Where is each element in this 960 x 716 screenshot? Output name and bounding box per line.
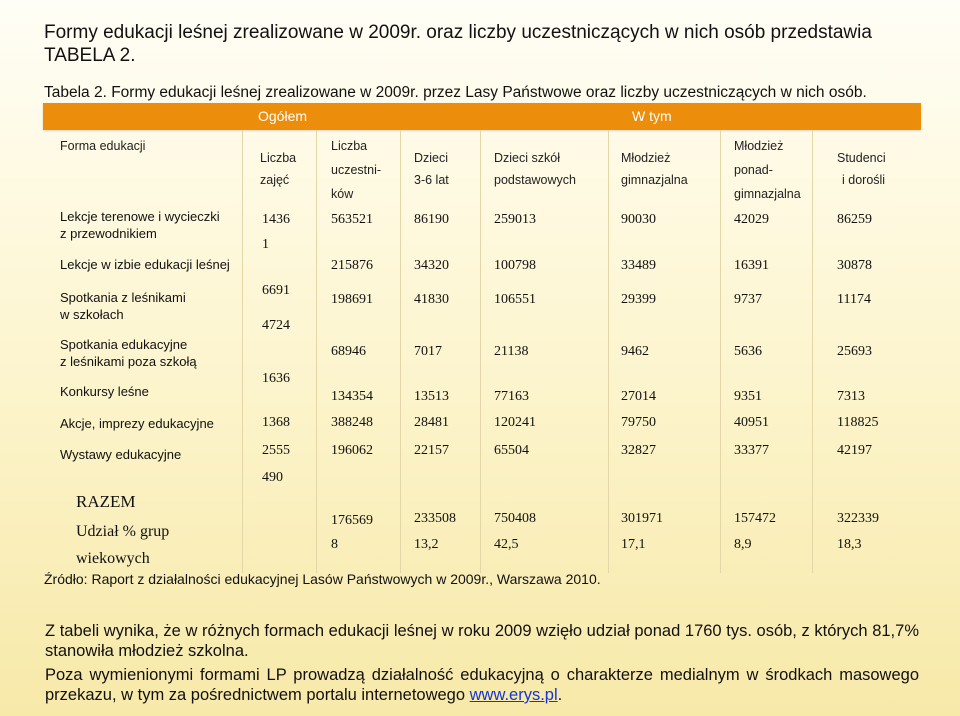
cell-uczestnicy: 215876	[331, 258, 373, 273]
column-divider	[812, 130, 813, 573]
row-label-terenowe-1: Lekcje terenowe i wycieczki	[60, 209, 220, 224]
zajec-value: 1436	[262, 212, 290, 227]
cell-studenci: 30878	[837, 258, 872, 273]
col-header-dzieci-1: Dzieci	[414, 151, 449, 165]
row-label-szkoly-2: w szkołach	[60, 307, 124, 322]
cell-szkoly: 120241	[494, 415, 536, 430]
cell-udzial: 18,3	[837, 537, 862, 552]
paragraph-2-end: .	[557, 686, 563, 704]
cell-studenci: 42197	[837, 443, 872, 458]
cell-szkoly: 106551	[494, 292, 536, 307]
table-header-bar	[43, 103, 921, 130]
col-header-ponad-1: Młodzież	[734, 139, 784, 153]
cell-ponad: 42029	[734, 212, 769, 227]
cell-razem: 157472	[734, 511, 776, 526]
column-divider	[720, 130, 721, 573]
zajec-value: 1	[262, 237, 269, 252]
col-header-szkoly-1: Dzieci szkół	[494, 151, 560, 165]
row-label-wiekowych: wiekowych	[76, 550, 150, 567]
cell-gimnazjum: 32827	[621, 443, 656, 458]
cell-uczestnicy: 196062	[331, 443, 373, 458]
col-header-ponad-2: ponad-	[734, 163, 773, 177]
col-header-studenci-2: i dorośli	[842, 173, 886, 187]
cell-dzieci: 28481	[414, 415, 449, 430]
row-label-udzial: Udział % grup	[76, 523, 170, 540]
cell-gimnazjum: 27014	[621, 389, 656, 404]
cell-studenci: 11174	[837, 292, 871, 307]
zajec-value: 490	[262, 470, 283, 485]
cell-szkoly: 259013	[494, 212, 536, 227]
paragraph-2-text: Poza wymienionymi formami LP prowadzą działalność edukacyjną o charakterze medialnym w środkach masowego przekazu, w tym za pośrednictwem portalu internetowego	[45, 666, 919, 704]
cell-udzial: 42,5	[494, 537, 519, 552]
cell-studenci: 7313	[837, 389, 865, 404]
row-label-poza-2: z leśnikami poza szkołą	[60, 354, 197, 369]
cell-ponad: 16391	[734, 258, 769, 273]
cell-gimnazjum: 29399	[621, 292, 656, 307]
cell-uczestnicy: 388248	[331, 415, 373, 430]
cell-szkoly: 100798	[494, 258, 536, 273]
zajec-value: 2555	[262, 443, 290, 458]
row-label-poza-1: Spotkania edukacyjne	[60, 337, 188, 352]
table-caption: Tabela 2. Formy edukacji leśnej zrealizowane w 2009r. przez Lasy Państwowe oraz liczby uczestniczących w nich osób.	[44, 84, 867, 101]
cell-uczestnicy: 134354	[331, 389, 373, 404]
cell-ponad: 40951	[734, 415, 769, 430]
cell-razem: 301971	[621, 511, 663, 526]
zajec-value: 1368	[262, 415, 290, 430]
cell-studenci: 25693	[837, 344, 872, 359]
slide-title-line1: Formy edukacji leśnej zrealizowane w 2009r. oraz liczby uczestniczących w nich osób przedstawia	[44, 22, 872, 43]
cell-gimnazjum: 33489	[621, 258, 656, 273]
header-ogolem: Ogółem	[258, 108, 308, 124]
cell-gimnazjum: 90030	[621, 212, 656, 227]
cell-razem: 176569	[331, 513, 373, 528]
cell-udzial: 8,9	[734, 537, 752, 552]
cell-dzieci: 41830	[414, 292, 449, 307]
cell-uczestnicy: 198691	[331, 292, 373, 307]
col-header-uczestnicy-1: Liczba	[331, 139, 368, 153]
cell-dzieci: 7017	[414, 344, 442, 359]
source-note: Źródło: Raport z działalności edukacyjnej Lasów Państwowych w 2009r., Warszawa 2010.	[44, 571, 601, 587]
cell-uczestnicy: 68946	[331, 344, 366, 359]
cell-ponad: 9737	[734, 292, 762, 307]
erys-link[interactable]: www.erys.pl	[469, 686, 558, 704]
cell-dzieci: 86190	[414, 212, 449, 227]
cell-razem: 322339	[837, 511, 879, 526]
cell-uczestnicy: 563521	[331, 212, 373, 227]
cell-razem: 233508	[414, 511, 456, 526]
cell-razem: 750408	[494, 511, 536, 526]
cell-gimnazjum: 79750	[621, 415, 656, 430]
row-label-izba: Lekcje w izbie edukacji leśnej	[60, 257, 230, 272]
column-divider	[480, 130, 481, 573]
col-header-forma: Forma edukacji	[60, 139, 146, 153]
column-divider	[316, 130, 317, 573]
zajec-value: 6691	[262, 283, 290, 298]
col-header-studenci-1: Studenci	[837, 151, 886, 165]
col-header-szkoly-2: podstawowych	[494, 173, 576, 187]
column-divider	[400, 130, 401, 573]
cell-szkoly: 21138	[494, 344, 529, 359]
column-divider	[608, 130, 609, 573]
cell-udzial: 17,1	[621, 537, 646, 552]
row-label-konkursy: Konkursy leśne	[60, 384, 149, 399]
zajec-value: 1636	[262, 371, 290, 386]
row-label-terenowe-2: z przewodnikiem	[60, 226, 157, 241]
col-header-gimnazjum-2: gimnazjalna	[621, 173, 688, 187]
cell-udzial: 8	[331, 537, 338, 552]
cell-ponad: 9351	[734, 389, 762, 404]
cell-dzieci: 34320	[414, 258, 449, 273]
cell-gimnazjum: 9462	[621, 344, 649, 359]
row-label-razem: RAZEM	[76, 492, 136, 511]
row-label-szkoly-1: Spotkania z leśnikami	[60, 290, 186, 305]
row-label-wystawy: Wystawy edukacyjne	[60, 447, 182, 462]
cell-ponad: 5636	[734, 344, 762, 359]
col-header-dzieci-2: 3-6 lat	[414, 173, 449, 187]
cell-studenci: 86259	[837, 212, 872, 227]
summary-paragraph-2	[45, 665, 919, 705]
slide-title-line2: TABELA 2.	[44, 45, 136, 66]
row-label-akcje: Akcje, imprezy edukacyjne	[60, 416, 214, 431]
cell-udzial: 13,2	[414, 537, 439, 552]
summary-paragraph-1: Z tabeli wynika, że w różnych formach edukacji leśnej w roku 2009 wzięło udział ponad 1760 tys. osób, z których 81,7% stanowiła młodzież szkolna.	[45, 622, 919, 660]
cell-szkoly: 65504	[494, 443, 529, 458]
cell-dzieci: 22157	[414, 443, 449, 458]
header-w-tym: W tym	[632, 108, 672, 124]
cell-dzieci: 13513	[414, 389, 449, 404]
col-header-liczba-zajec-2: zajęć	[260, 173, 290, 187]
cell-ponad: 33377	[734, 443, 769, 458]
col-header-gimnazjum-1: Młodzież	[621, 151, 671, 165]
col-header-uczestnicy-2: uczestni-	[331, 163, 382, 177]
col-header-ponad-3: gimnazjalna	[734, 187, 801, 201]
col-header-uczestnicy-3: ków	[331, 187, 354, 201]
column-divider	[242, 130, 243, 573]
cell-studenci: 118825	[837, 415, 879, 430]
cell-szkoly: 77163	[494, 389, 529, 404]
col-header-liczba-zajec-1: Liczba	[260, 151, 297, 165]
zajec-value: 4724	[262, 318, 290, 333]
